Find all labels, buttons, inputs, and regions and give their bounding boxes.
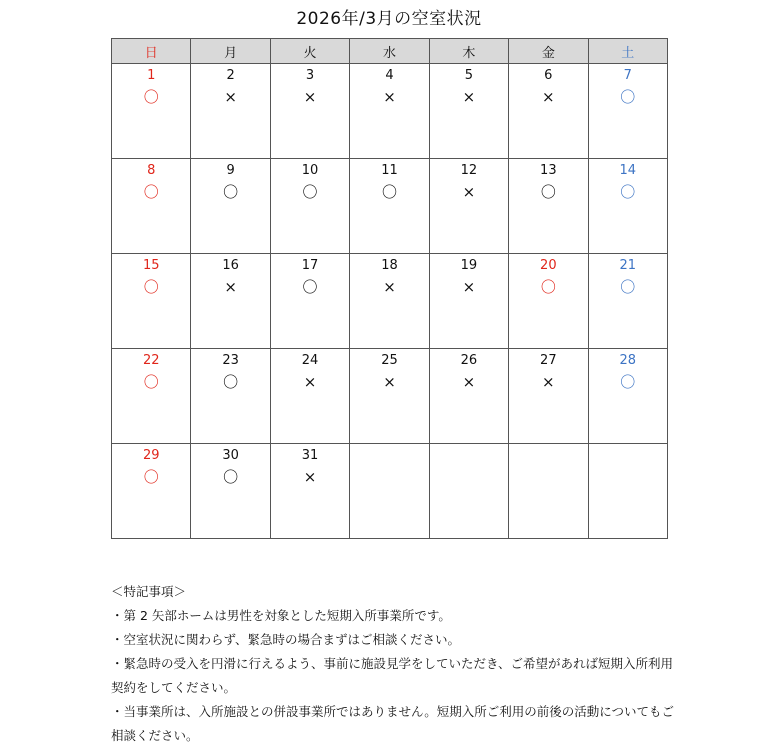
availability-status: × [303,373,317,391]
availability-status: 〇 [540,183,556,201]
calendar-day-cell [429,254,508,349]
calendar-day-cell [350,349,429,444]
calendar-day-cell [112,349,191,444]
day-number: 28 [619,353,637,368]
day-number: 22 [142,353,160,368]
weekday-header-row [112,39,668,64]
weekday-fri: 金 [509,39,588,64]
calendar-day-cell [350,64,429,159]
availability-calendar [111,38,668,539]
calendar-day-cell [429,349,508,444]
day-number: 9 [226,163,235,178]
weekday-sat: 土 [588,39,667,64]
availability-status: 〇 [302,278,318,296]
availability-status: × [303,88,317,106]
calendar-week-row [112,349,668,444]
availability-status: 〇 [302,183,318,201]
calendar-day-cell [588,254,667,349]
day-number: 29 [142,448,160,463]
day-number: 11 [381,163,398,178]
availability-status: × [462,183,476,201]
notes-heading: ＜特記事項＞ [111,584,187,599]
weekday-tue: 火 [270,39,349,64]
calendar-body [112,64,668,539]
calendar-day-cell [588,64,667,159]
day-number: 2 [226,68,235,83]
calendar-empty-cell [350,444,429,539]
day-number: 18 [381,258,398,273]
availability-status: 〇 [223,373,239,391]
weekday-thu: 木 [429,39,508,64]
calendar-day-cell [112,254,191,349]
day-number: 1 [147,68,156,83]
calendar-day-cell [191,159,270,254]
calendar-day-cell [588,159,667,254]
calendar-day-cell [350,254,429,349]
note-line: ・空室状況に関わらず、緊急時の場合まずはご相談ください。 [111,632,461,647]
weekday-wed: 水 [350,39,429,64]
day-number: 19 [460,258,478,273]
availability-status: 〇 [143,468,159,486]
availability-status: × [542,373,555,391]
availability-status: 〇 [223,183,239,201]
availability-status: × [224,88,237,106]
calendar-week-row [112,254,668,349]
day-number: 26 [460,353,478,368]
day-number: 27 [540,353,557,368]
calendar-day-cell [270,444,349,539]
calendar-day-cell [270,349,349,444]
note-line: ・緊急時の受入を円滑に行えるよう、事前に施設見学をしていただき、ご希望があれば短期入所利用契約をしてください。 [111,656,674,695]
note-line: ・当事業所は、入所施設との併設事業所ではありません。短期入所ご利用の前後の活動についてもご相談ください。 [111,704,675,743]
calendar-day-cell [112,159,191,254]
availability-status: 〇 [143,88,159,106]
availability-status: 〇 [620,373,636,391]
availability-status: 〇 [223,468,239,486]
availability-status: 〇 [620,183,636,201]
calendar-day-cell [429,64,508,159]
availability-status: 〇 [540,278,556,296]
availability-status: × [462,88,476,106]
day-number: 25 [381,353,398,368]
availability-status: × [303,468,317,486]
availability-status: × [383,88,396,106]
day-number: 12 [460,163,478,178]
calendar-day-cell [112,444,191,539]
day-number: 16 [222,258,239,273]
day-number: 15 [142,258,160,273]
calendar-day-cell [588,349,667,444]
calendar-day-cell [350,159,429,254]
calendar-day-cell [270,254,349,349]
day-number: 20 [540,258,557,273]
calendar-week-row [112,444,668,539]
calendar-week-row [112,159,668,254]
availability-status: × [542,88,555,106]
day-number: 7 [623,68,632,83]
weekday-sun: 日 [112,39,191,64]
calendar-empty-cell [588,444,667,539]
page-title: 2026年/3月の空室状況 [296,9,482,29]
availability-status: × [224,278,237,296]
day-number: 5 [464,68,474,83]
calendar-day-cell [191,254,270,349]
availability-status: 〇 [381,183,397,201]
day-number: 17 [301,258,319,273]
availability-status: 〇 [143,373,159,391]
calendar-day-cell [191,444,270,539]
day-number: 6 [544,68,553,83]
calendar-day-cell [112,64,191,159]
calendar-empty-cell [429,444,508,539]
calendar-day-cell [191,349,270,444]
day-number: 3 [305,68,315,83]
availability-status: 〇 [143,183,159,201]
availability-status: 〇 [143,278,159,296]
calendar-day-cell [509,254,588,349]
calendar-day-cell [509,64,588,159]
day-number: 13 [540,163,557,178]
availability-status: × [383,373,396,391]
calendar-day-cell [270,64,349,159]
availability-status: × [462,278,476,296]
calendar-day-cell [509,349,588,444]
availability-status: 〇 [620,278,636,296]
special-notes [111,580,681,748]
day-number: 10 [301,163,319,178]
note-line: ・第 2 矢部ホームは男性を対象とした短期入所事業所です。 [111,608,451,623]
calendar-day-cell [429,159,508,254]
day-number: 31 [301,448,319,463]
day-number: 21 [619,258,637,273]
calendar-day-cell [191,64,270,159]
day-number: 30 [222,448,239,463]
availability-status: 〇 [620,88,636,106]
availability-status: × [383,278,396,296]
day-number: 8 [147,163,156,178]
weekday-mon: 月 [191,39,270,64]
calendar-day-cell [270,159,349,254]
calendar-week-row [112,64,668,159]
calendar-day-cell [509,159,588,254]
day-number: 14 [619,163,637,178]
calendar-empty-cell [509,444,588,539]
day-number: 23 [222,353,239,368]
day-number: 4 [385,68,394,83]
availability-status: × [462,373,476,391]
day-number: 24 [301,353,319,368]
